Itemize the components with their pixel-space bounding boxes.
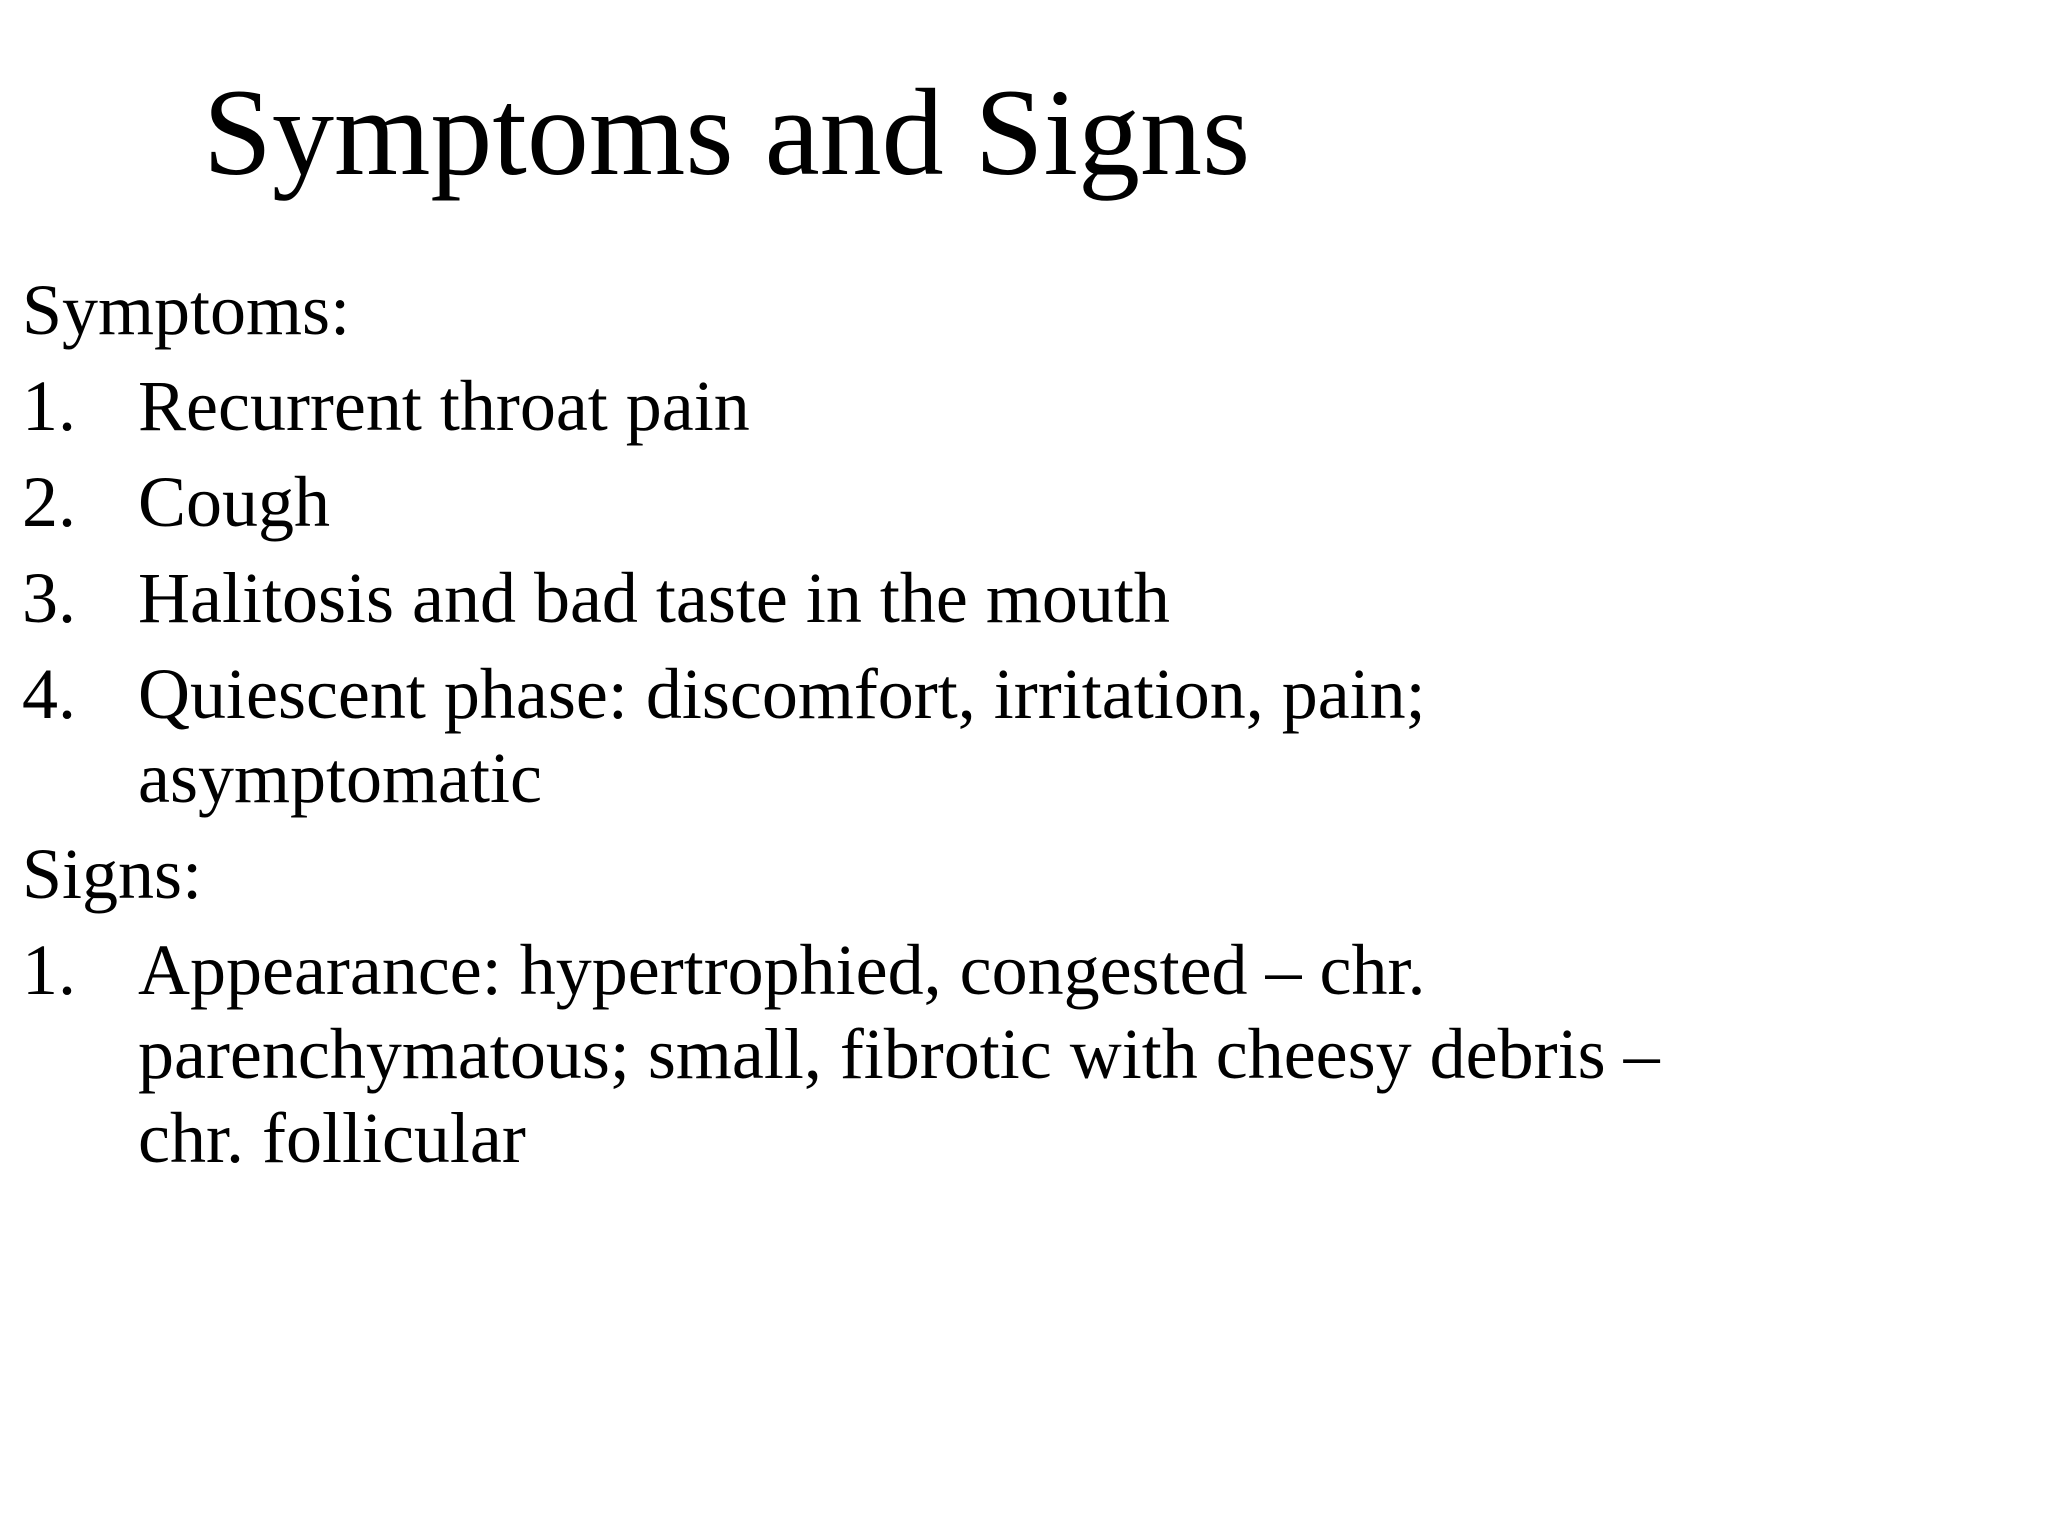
list-text-line: Quiescent phase: discomfort, irritation, pain; [138, 654, 1426, 734]
list-text-line: Appearance: hypertrophied, congested – chr. [138, 930, 1426, 1010]
list-number: 4. [22, 654, 76, 734]
symptom-item [22, 652, 1822, 820]
list-text-line: asymptomatic [138, 738, 542, 818]
list-number: 3. [22, 558, 76, 638]
slide-title: Symptoms and Signs [203, 64, 1251, 201]
list-text-line: chr. follicular [138, 1098, 526, 1178]
list-number: 1. [22, 366, 76, 446]
list-text [138, 652, 1822, 820]
symptom-item [22, 364, 1822, 448]
list-number: 2. [22, 462, 76, 542]
list-text-line: parenchymatous; small, fibrotic with cheesy debris – [138, 1014, 1660, 1094]
list-text: Recurrent throat pain [138, 366, 750, 446]
list-number: 1. [22, 930, 76, 1010]
symptom-item [22, 460, 1822, 544]
slide-body [22, 268, 1822, 1192]
list-text: Cough [138, 462, 331, 542]
symptoms-heading: Symptoms: [22, 270, 351, 350]
symptom-item [22, 556, 1822, 640]
signs-heading: Signs: [22, 834, 203, 914]
list-text [138, 928, 1822, 1180]
sign-item [22, 928, 1822, 1180]
list-text: Halitosis and bad taste in the mouth [138, 558, 1170, 638]
